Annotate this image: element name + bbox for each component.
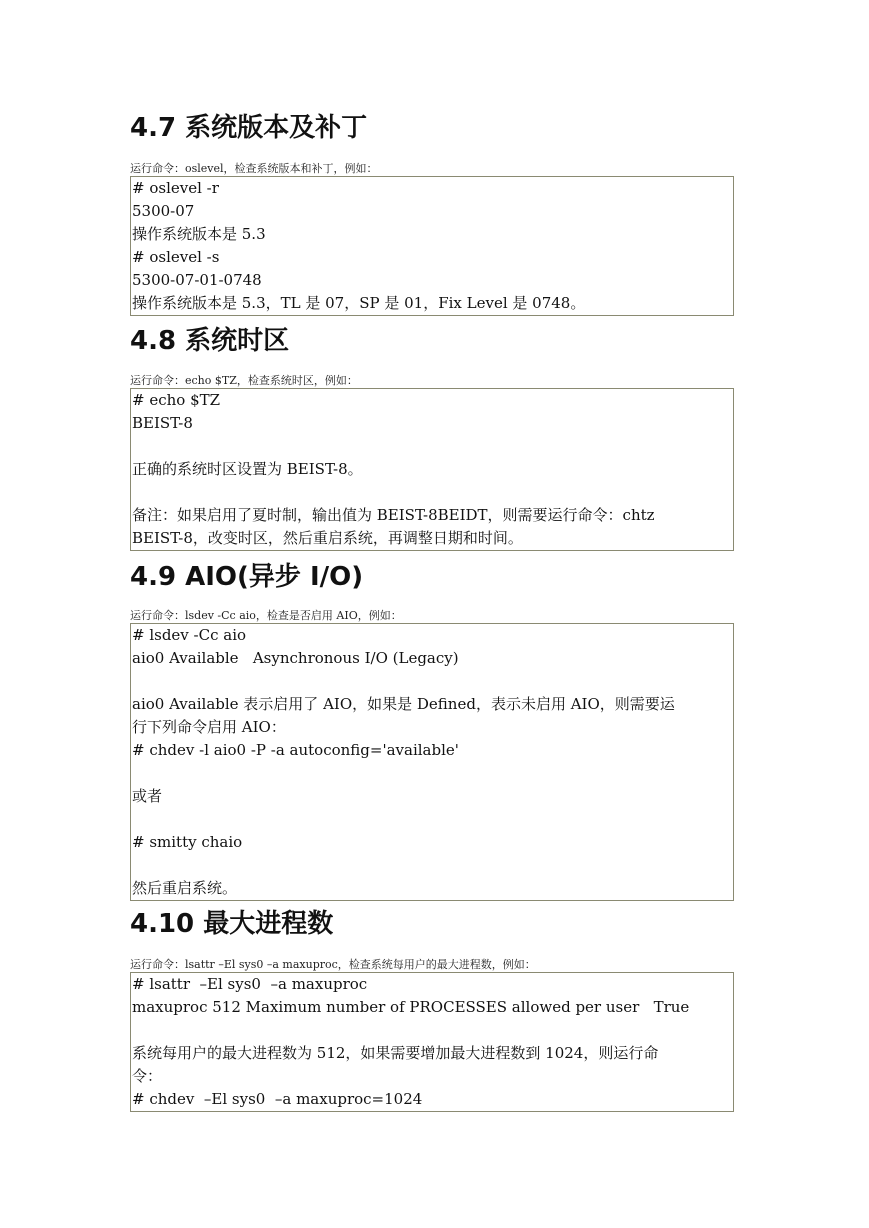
section-heading: 4.10 最大进程数 [130, 909, 334, 939]
blank-line [132, 670, 733, 693]
note-line: 备注：如果启用了夏时制，输出值为 BEIST-8BEIDT，则需要运行命令：chtz [132, 506, 655, 524]
command-line: # lsdev -Cc aio [132, 626, 247, 644]
output-line: aio0 Available Asynchronous I/O (Legacy) [132, 649, 459, 667]
command-box [130, 388, 734, 551]
command-line: # oslevel -s [132, 248, 220, 266]
command-box [130, 176, 734, 316]
section-4-10 [130, 908, 734, 1112]
section-intro: 运行命令：lsattr –El sys0 –a maxuproc，检查系统每用户的最大进程数，例如： [130, 958, 536, 971]
section-heading: 4.8 系统时区 [130, 326, 290, 356]
section-intro: 运行命令：echo $TZ，检查系统时区，例如： [130, 374, 358, 387]
note-line: 行下列命令启用 AIO： [132, 718, 286, 736]
section-4-8 [130, 325, 734, 551]
command-box [130, 623, 734, 901]
command-line: # chdev -l aio0 -P -a autoconfig='available' [132, 741, 459, 759]
note-line: 操作系统版本是 5.3 [132, 225, 266, 243]
section-4-9 [130, 561, 734, 901]
note-line: 系统每用户的最大进程数为 512，如果需要增加最大进程数到 1024，则运行命 [132, 1044, 659, 1062]
note-line: 或者 [132, 787, 163, 805]
section-intro: 运行命令：oslevel，检查系统版本和补丁，例如： [130, 162, 378, 175]
output-line: maxuproc 512 Maximum number of PROCESSES allowed per user True [132, 998, 690, 1016]
blank-line [132, 1019, 733, 1042]
output-line: 5300-07 [132, 202, 195, 220]
command-line: # chdev –El sys0 –a maxuproc=1024 [132, 1090, 423, 1108]
note-line: 然后重启系统。 [132, 879, 238, 897]
note-line: BEIST-8，改变时区，然后重启系统，再调整日期和时间。 [132, 529, 523, 547]
blank-line [132, 435, 733, 458]
note-line: 令： [132, 1067, 163, 1085]
command-line: # smitty chaio [132, 833, 243, 851]
output-line: 5300-07-01-0748 [132, 271, 262, 289]
output-line: BEIST-8 [132, 414, 193, 432]
section-heading: 4.9 AIO(异步 I/O) [130, 562, 364, 592]
note-line: 操作系统版本是 5.3，TL 是 07，SP 是 01，Fix Level 是 0748。 [132, 294, 586, 312]
command-line: # lsattr –El sys0 –a maxuproc [132, 975, 368, 993]
blank-line [132, 808, 733, 831]
section-heading: 4.7 系统版本及补丁 [130, 113, 368, 143]
command-line: # oslevel -r [132, 179, 219, 197]
command-line: # echo $TZ [132, 391, 221, 409]
blank-line [132, 481, 733, 504]
note-line: 正确的系统时区设置为 BEIST-8。 [132, 460, 363, 478]
command-box [130, 972, 734, 1112]
blank-line [132, 762, 733, 785]
note-line: aio0 Available 表示启用了 AIO，如果是 Defined，表示未启用 AIO，则需要运 [132, 695, 675, 713]
section-intro: 运行命令：lsdev -Cc aio，检查是否启用 AIO，例如： [130, 609, 402, 622]
section-4-7 [130, 112, 734, 316]
blank-line [132, 854, 733, 877]
